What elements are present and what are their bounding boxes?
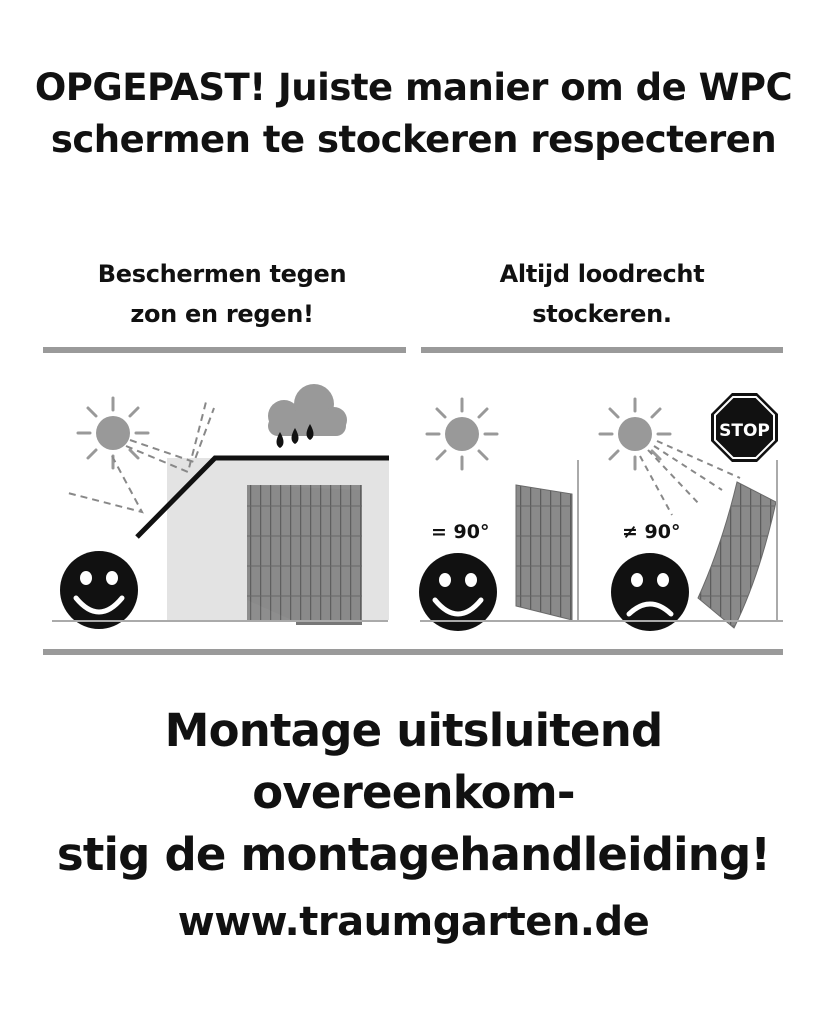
smile-icon xyxy=(419,553,497,631)
smile-icon xyxy=(60,551,138,629)
storage-illustration xyxy=(0,340,827,660)
notice-line-2: stig de montagehandleiding! xyxy=(56,828,771,881)
page-heading xyxy=(0,62,827,166)
heading-line-1: OPGEPAST! Juiste manier om de WPC xyxy=(34,66,793,109)
correct-angle-label: = 90° xyxy=(431,521,490,543)
wpc-panel-stack xyxy=(247,485,362,625)
right-panel-caption xyxy=(422,254,782,334)
stop-sign-icon xyxy=(711,393,778,462)
rain-cloud-icon xyxy=(268,384,347,448)
wrong-angle-label: ≠ 90° xyxy=(622,521,681,543)
left-panel-caption xyxy=(42,254,402,334)
notice-line-1: Montage uitsluitend overeenkom- xyxy=(164,704,663,819)
frown-icon xyxy=(611,553,689,631)
heading-line-2: schermen te stockeren respecteren xyxy=(50,118,777,161)
stop-sign-label: STOP xyxy=(719,421,770,441)
left-caption-line-1: Beschermen tegen xyxy=(97,260,347,288)
right-sun-icon-correct xyxy=(427,399,497,469)
leaning-panel-wrong xyxy=(698,482,776,628)
vertical-panel-correct xyxy=(516,485,572,620)
website-url: www.traumgarten.de xyxy=(177,899,650,945)
left-caption-line-2: zon en regen! xyxy=(130,300,314,328)
right-caption-line-2: stockeren. xyxy=(532,300,672,328)
right-sun-icon-wrong xyxy=(600,399,670,469)
assembly-notice xyxy=(0,700,827,886)
right-caption-line-1: Altijd loodrecht xyxy=(499,260,705,288)
